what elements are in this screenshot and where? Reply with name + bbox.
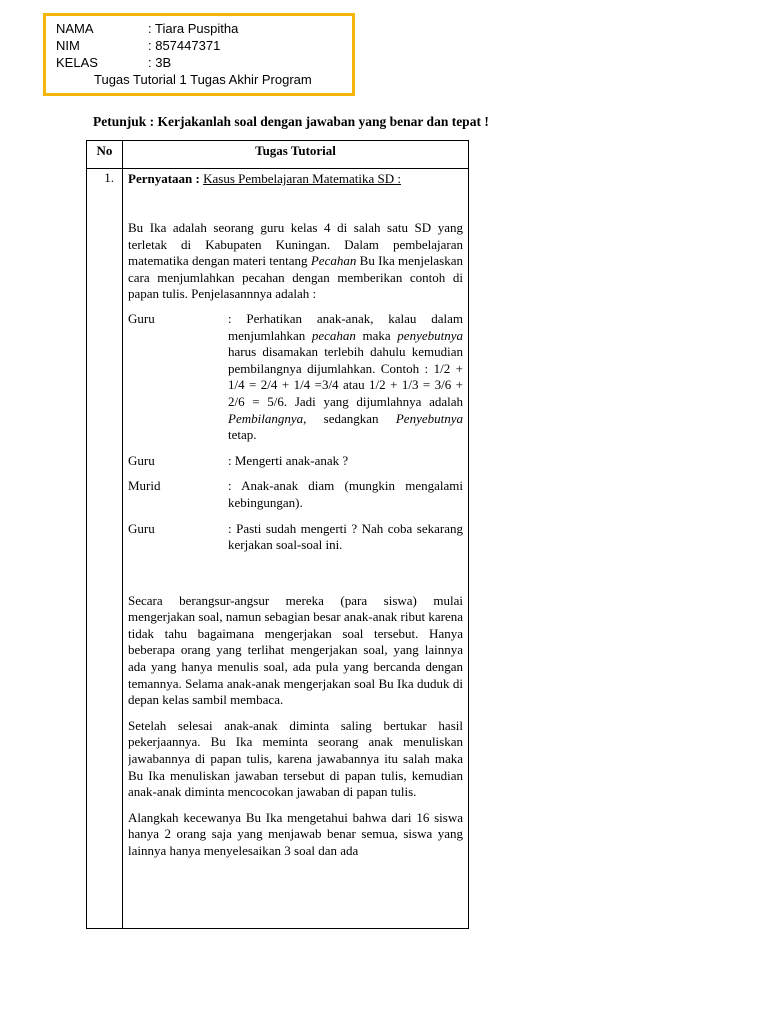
statement-label: Pernyataan : (128, 171, 200, 186)
intro-paragraph: Bu Ika adalah seorang guru kelas 4 di salah satu SD yang terletak di Kabupaten Kuningan. Dalam pembelajaran matematika dengan materi tentang Pecahan Bu Ika menjelaskan cara menjumlahkan pecahan dengan memberikan contoh di papan tulis. Penjelasannnya adalah : (128, 220, 463, 302)
task-table (86, 140, 469, 929)
nim-label: NIM (56, 38, 80, 53)
kelas-label: KELAS (56, 55, 98, 70)
column-header-no: No (87, 141, 123, 169)
dialog-text: : Anak-anak diam (mungkin mengalami kebingungan). (228, 478, 463, 510)
dialog-speaker: Guru (128, 452, 155, 468)
task-content-cell (123, 169, 469, 929)
instruction-text: Petunjuk : Kerjakanlah soal dengan jawaban yang benar dan tepat ! (93, 114, 489, 129)
narrative-paragraph: Alangkah kecewanya Bu Ika mengetahui bahwa dari 16 siswa hanya 2 orang saja yang menjawab benar semua, siswa yang lainnya hanya menyelesaikan 3 soal dan ada (128, 809, 463, 858)
dialog-text: : Pasti sudah mengerti ? Nah coba sekarang kerjakan soal-soal ini. (228, 520, 463, 553)
dialog-text: : Perhatikan anak-anak, kalau dalam menjumlahkan pecahan maka penyebutnya harus disamakan terlebih dahulu kemudian pembilangnya dijumlahkan. Contoh : 1/2 + 1/4 = 2/4 + 1/4 =3/4 atau 1/2 + 1/3 = 3/6 + 2/6 = 5/6. Jadi yang dijumlahnya adalah Pembilangnya, sedangkan Penyebutnya tetap. (228, 310, 463, 443)
nama-value: : Tiara Puspitha (148, 21, 239, 36)
kelas-value: : 3B (148, 55, 172, 70)
dialog-line (128, 478, 463, 511)
dialog-speaker: Murid (128, 478, 161, 494)
dialog-speaker: Guru (128, 520, 155, 536)
nama-label: NAMA (56, 21, 94, 36)
statement-heading (128, 170, 463, 187)
narrative-paragraph: Setelah selesai anak-anak diminta saling bertukar hasil pekerjaannya. Bu Ika meminta seorang anak menuliskan jawabannya di papan tulis, karena jawabannya itu salah maka Bu Ika menuliskan jawaban tersebut di papan tulis, kemudian anak-anak diminta mencocokan jawaban di papan tulis. (128, 717, 463, 800)
assignment-title: Tugas Tutorial 1 Tugas Akhir Program (94, 72, 312, 87)
table-row (87, 169, 469, 929)
identity-box (43, 13, 355, 96)
dialog-speaker: Guru (128, 310, 155, 326)
dialog-text: : Mengerti anak-anak ? (228, 452, 349, 468)
column-header-task: Tugas Tutorial (123, 141, 469, 169)
nim-value: : 857447371 (148, 38, 221, 53)
dialog-line (128, 311, 463, 444)
narrative-paragraph: Secara berangsur-angsur mereka (para siswa) mulai mengerjakan soal, namun sebagian besar anak-anak ribut karena tidak tahu bagaimana mengerjakan soal tersebut. Hanya beberapa orang yang terlihat mengerjakan soal, yang lainnya ada yang hanya menulis soal, ada pula yang bercanda dengan temannya. Selama anak-anak mengerjakan soal Bu Ika duduk di depan kelas sambil membaca. (128, 592, 463, 708)
row-number: 1. (87, 169, 123, 929)
dialog-line (128, 521, 463, 554)
case-title: Kasus Pembelajaran Matematika SD : (203, 171, 401, 186)
dialog-line (128, 453, 463, 470)
table-header-row (87, 141, 469, 169)
task-content (128, 169, 463, 928)
